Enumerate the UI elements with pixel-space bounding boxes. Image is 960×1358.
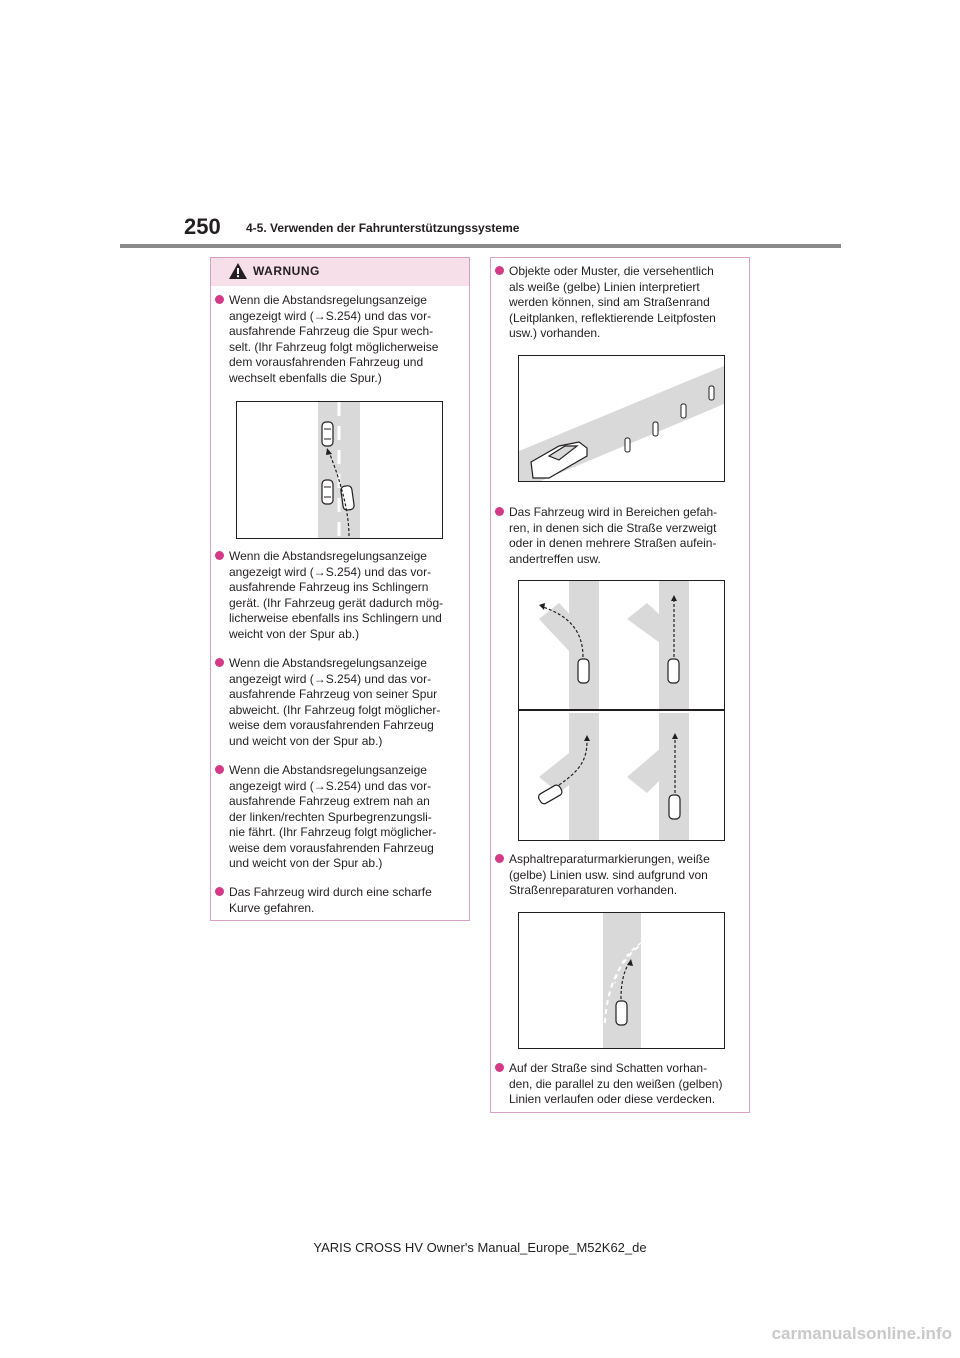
bullet-dot-icon — [495, 1063, 504, 1072]
warning-item-3: Wenn die Abstandsregelungsanzeige angezeigt wird (→S.254) und das vor- ausfahrende Fahrzeug von seiner Spur abweicht. (Ihr Fahrzeug folgt möglicher- weise dem vorausfahrenden Fahrzeug und weicht von der Spur ab.) — [229, 656, 440, 749]
condition-item-3: Asphaltreparaturmarkierungen, weiße (gelbe) Linien usw. sind aufgrund von Straßenreparaturen vorhanden. — [509, 852, 710, 899]
warning-item-4: Wenn die Abstandsregelungsanzeige angezeigt wird (→S.254) und das vor- ausfahrende Fahrzeug extrem nah an der linken/rechten Spurbegrenzungsli- nie fährt. (Ihr Fahrzeug folgt möglicher- weise dem vorausfahrenden Fahrzeug und weicht von der Spur ab.) — [229, 763, 436, 872]
warning-header — [211, 258, 469, 286]
condition-item-4: Auf der Straße sind Schatten vorhan- den, die parallel zu den weißen (gelben) Linien verlaufen oder diese verdecken. — [509, 1061, 722, 1108]
warning-box — [210, 257, 470, 921]
bullet-dot-icon — [215, 658, 224, 667]
warning-item-1: Wenn die Abstandsregelungsanzeige angezeigt wird (→S.254) und das vor- ausfahrende Fahrzeug die Spur wech- selt. (Ihr Fahrzeug folgt möglicherweise dem vorausfahrenden Fahrzeug und wechselt ebenfalls die Spur.) — [229, 293, 438, 386]
bullet-dot-icon — [495, 507, 504, 516]
footer-manual-id: YARIS CROSS HV Owner's Manual_Europe_M52K62_de — [313, 1240, 647, 1255]
bullet-dot-icon — [495, 266, 504, 275]
figure-roadside-posts — [518, 355, 725, 482]
condition-item-1: Objekte oder Muster, die versehentlich als weiße (gelbe) Linien interpretiert werden können, sind am Straßenrand (Leitplanken, reflektierende Leitpfosten usw.) vorhanden. — [509, 264, 716, 342]
figure-repair-markings — [518, 912, 725, 1049]
warning-triangle-icon — [229, 263, 247, 279]
bullet-dot-icon — [215, 765, 224, 774]
conditions-box — [490, 257, 750, 1113]
watermark-logo: carmanualsonline.info — [771, 1324, 952, 1343]
header-rule — [120, 244, 841, 248]
warning-item-2: Wenn die Abstandsregelungsanzeige angezeigt wird (→S.254) und das vor- ausfahrende Fahrzeug ins Schlingern gerät. (Ihr Fahrzeug gerät dadurch mög- licherweise ebenfalls ins Schlingern und weicht von der Spur ab.) — [229, 549, 443, 642]
section-title: 4-5. Verwenden der Fahrunterstützungssysteme — [246, 221, 520, 235]
bullet-dot-icon — [215, 887, 224, 896]
page-number: 250 — [184, 214, 221, 239]
bullet-dot-icon — [495, 854, 504, 863]
warning-title: WARNUNG — [253, 264, 320, 278]
figure-road-branches — [518, 580, 725, 841]
condition-item-2: Das Fahrzeug wird in Bereichen gefah- ren, in denen sich die Straße verzweigt oder in denen mehrere Straßen aufein- andertreffen usw. — [509, 505, 717, 567]
warning-item-5: Das Fahrzeug wird durch eine scharfe Kurve gefahren. — [229, 885, 432, 916]
figure-lane-change — [236, 401, 443, 539]
bullet-dot-icon — [215, 551, 224, 560]
bullet-dot-icon — [215, 295, 224, 304]
